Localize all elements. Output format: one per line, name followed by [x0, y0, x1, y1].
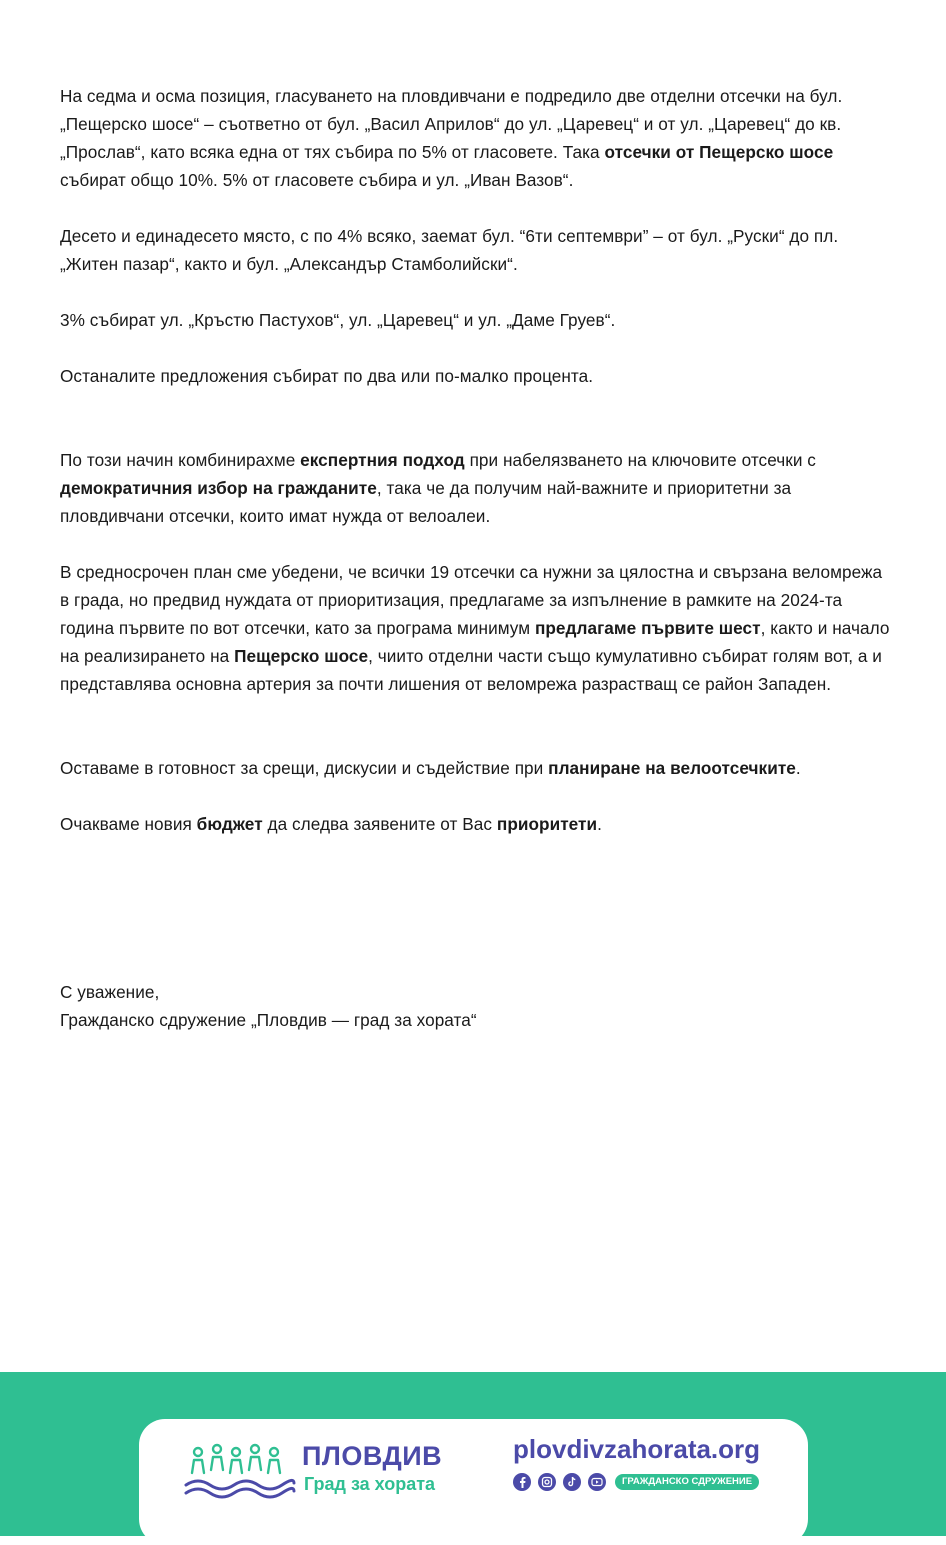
bold-text: отсечки от Пещерско шосе	[604, 142, 834, 162]
text: В средносрочен план сме убедени, че всички 19 отсечки са нужни за цялостна и свързана веломрежа в града, но предвид нуждата от приоритизация, предлагаме за изпълнение в рамките на 2024-та година първите по вот отсечки, като за програма минимум	[60, 562, 883, 638]
website-block	[513, 1434, 793, 1487]
paragraph-3: 3% събират ул. „Кръстю Пастухов“, ул. „Царевец“ и ул. „Даме Груев“.	[60, 310, 616, 330]
bold-text: Пещерско шосе	[234, 646, 369, 666]
bold-text: бюджет	[196, 814, 263, 834]
text: при набелязването на ключовите отсечки с	[464, 450, 816, 470]
paragraph-1	[60, 82, 890, 194]
footer-card	[139, 1419, 808, 1545]
youtube-icon[interactable]	[588, 1473, 606, 1491]
bold-text: експертния подход	[300, 450, 465, 470]
closing-line: С уважение,	[60, 982, 160, 1002]
text: .	[795, 758, 801, 778]
instagram-icon[interactable]	[538, 1473, 556, 1491]
logo-subtitle: Град за хората	[304, 1474, 436, 1494]
website-link[interactable]: plovdivzahorata.org	[513, 1434, 761, 1464]
paragraph-7	[60, 754, 890, 782]
bold-text: приоритети	[496, 814, 598, 834]
paragraph-4: Останалите предложения събират по два или по-малко процента.	[60, 366, 594, 386]
text: По този начин комбинирахме	[60, 450, 301, 470]
people-logo-icon	[184, 1441, 296, 1499]
tiktok-icon[interactable]	[563, 1473, 581, 1491]
paragraph-8	[60, 810, 890, 838]
letter-body	[60, 82, 890, 1034]
association-badge: ГРАЖДАНСКО СДРУЖЕНИЕ	[615, 1474, 759, 1490]
bold-text: планиране на велоотсечките	[548, 758, 796, 778]
text: , чиито отделни части също кумулативно събират голям вот, а и представлява основна артерия за почти лишения от веломрежа разрастващ се район Западен.	[60, 646, 882, 694]
paragraph-2: Десето и единадесето място, с по 4% всяко, заемат бул. “6ти септември” – от бул. „Руски“ до пл. „Житен пазар“, както и бул. „Александър Стамболийски“.	[60, 226, 839, 274]
signature: Гражданско сдружение „Пловдив — град за хората“	[60, 1010, 477, 1030]
text: да следва заявените от Вас	[262, 814, 497, 834]
text: Очакваме новия	[60, 814, 197, 834]
text: На седма и осма позиция, гласуването на пловдивчани е подредило две отделни отсечки на бул. „Пещерско шосе“ – съответно от бул. „Васил Априлов“ до ул. „Царевец“ и от ул. „Царевец“ до кв. „Прослав“, като всяка една от тях събира по 5% от гласовете. Така	[60, 86, 843, 162]
text: Оставаме в готовност за срещи, дискусии и съдействие при	[60, 758, 549, 778]
bold-text: демократичния избор на гражданите	[60, 478, 377, 498]
paragraph-6	[60, 558, 890, 698]
logo	[184, 1441, 443, 1499]
paragraph-5	[60, 446, 890, 530]
bold-text: предлагаме първите шест	[534, 618, 761, 638]
logo-title: ПЛОВДИВ	[302, 1441, 443, 1471]
text: , така че да получим най-важните и приоритетни за пловдивчани отсечки, които имат нужда от велоалеи.	[60, 478, 792, 526]
social-links	[513, 1473, 759, 1491]
facebook-icon[interactable]	[513, 1473, 531, 1491]
text: .	[597, 814, 602, 834]
text: , както и начало на реализирането на	[60, 618, 890, 666]
text: събират общо 10%. 5% от гласовете събира и ул. „Иван Вазов“.	[60, 170, 574, 190]
